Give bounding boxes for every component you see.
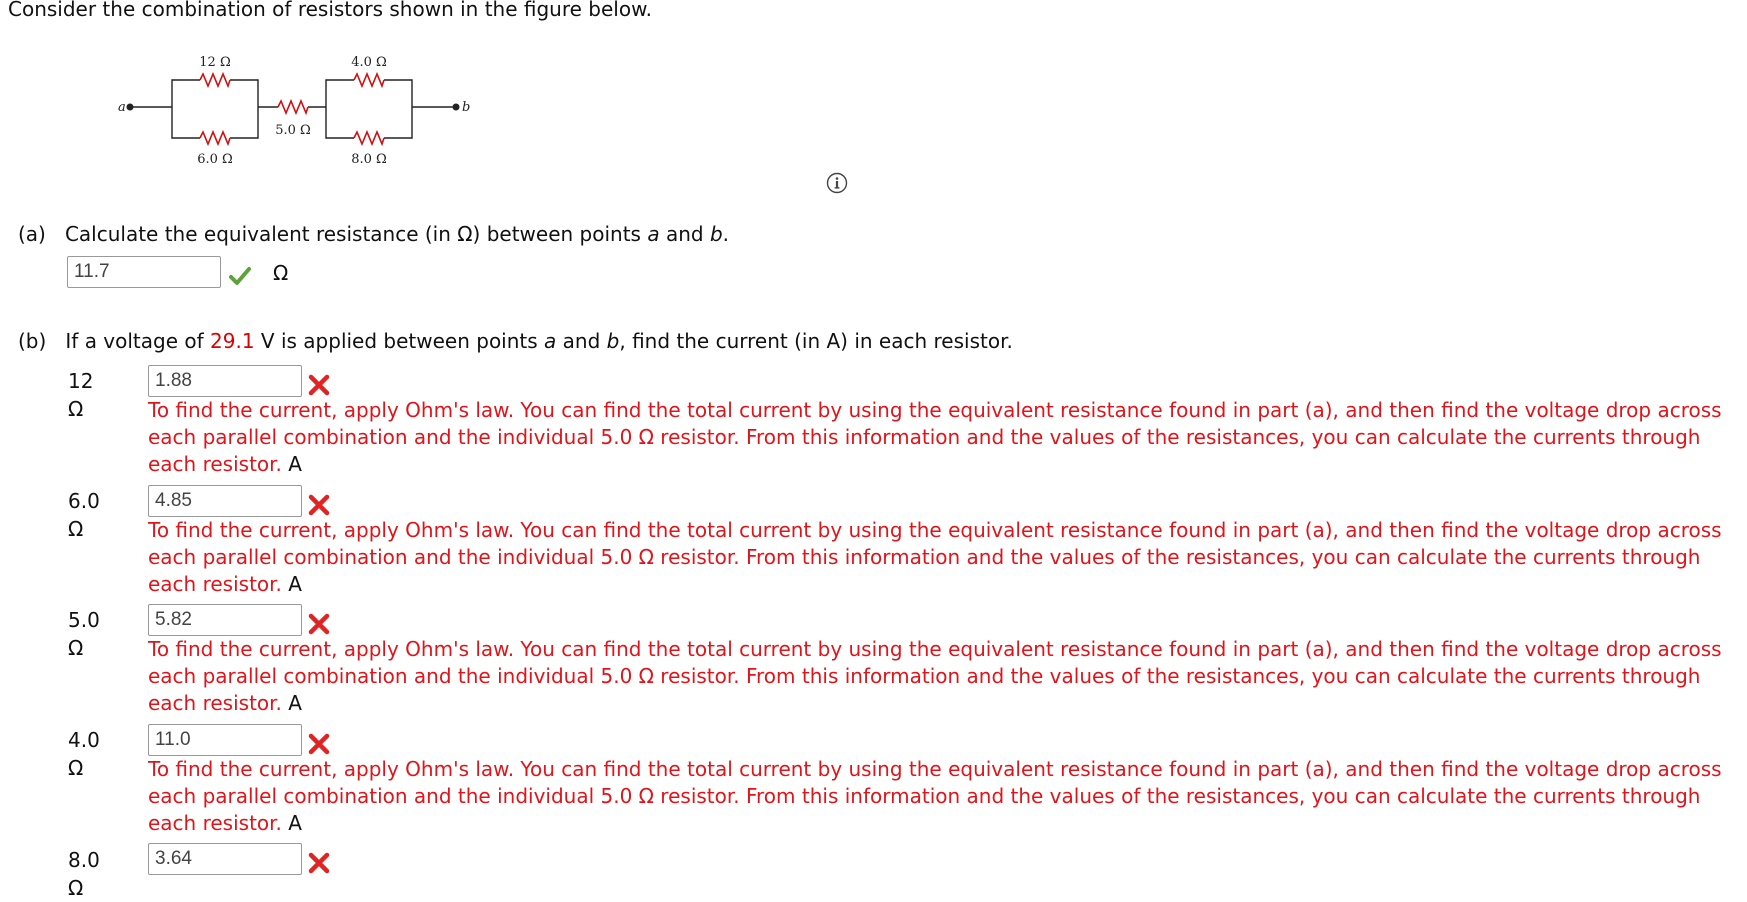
part-b-prompt-post: , find the current (in A) in each resistor. (619, 329, 1013, 353)
row-label-6-ohm (68, 487, 113, 543)
feedback-unit: A (281, 452, 302, 476)
part-a-letter: (a) (18, 222, 46, 246)
row-resistor-unit: Ω (68, 397, 84, 421)
row-resistor-value: 12 (68, 369, 94, 393)
feedback-unit: A (281, 811, 302, 835)
question-intro: Consider the combination of resistors shown in the figure below. (8, 0, 652, 21)
part-b-voltage: 29.1 (210, 329, 255, 353)
feedback-unit: A (281, 572, 302, 596)
terminal-b-dot (453, 104, 460, 111)
r1-label: 12 Ω (199, 55, 231, 70)
feedback-5-ohm (148, 636, 1747, 717)
r2-label: 6.0 Ω (197, 152, 233, 167)
feedback-12-ohm (148, 397, 1747, 478)
feedback-6-ohm (148, 517, 1747, 598)
x-icon (307, 732, 331, 756)
wire (384, 107, 412, 138)
part-b-prompt (18, 329, 1013, 353)
resistor-12-ohm (200, 74, 230, 86)
feedback-4-ohm (148, 756, 1747, 837)
row-resistor-value: 4.0 (68, 728, 100, 752)
current-12-ohm-input[interactable] (148, 365, 302, 397)
part-a-unit: Ω (273, 261, 289, 285)
row-resistor-value: 8.0 (68, 848, 100, 872)
part-a-var-a: a (647, 222, 660, 246)
current-5-ohm-input[interactable] (148, 604, 302, 636)
wire (230, 80, 258, 107)
r5-label: 8.0 Ω (351, 152, 387, 167)
row-label-8-ohm (68, 846, 113, 902)
row-resistor-unit: Ω (68, 876, 84, 900)
wire (172, 107, 200, 138)
x-icon (307, 612, 331, 636)
feedback-unit: A (281, 691, 302, 715)
x-icon (307, 493, 331, 517)
feedback-text: To find the current, apply Ohm's law. You can find the total current by using the equivalent resistance found in part (a), and then find the voltage drop across each parallel combination and the individual 5.0 Ω resistor. From this information and the values of the resistances, you can calculate the currents through each resistor. (148, 518, 1722, 596)
info-circle-icon[interactable] (826, 172, 848, 194)
circuit-diagram (110, 50, 490, 180)
part-b-var-a: a (544, 329, 557, 353)
part-a-prompt-text: Calculate the equivalent resistance (in Ω) between points (64, 222, 648, 246)
current-4-ohm-input[interactable] (148, 724, 302, 756)
part-b-prompt-mid: V is applied between points (254, 329, 545, 353)
wire (230, 107, 258, 138)
part-a-period: . (722, 222, 730, 246)
part-a-var-b: b (709, 222, 723, 246)
row-label-12-ohm (68, 367, 113, 423)
part-a-and: and (659, 222, 710, 246)
wire (384, 80, 412, 107)
current-8-ohm-input[interactable] (148, 843, 302, 875)
row-label-4-ohm (68, 726, 113, 782)
row-resistor-unit: Ω (68, 636, 84, 660)
wire (326, 107, 354, 138)
point-b-label: b (462, 100, 471, 115)
row-resistor-unit: Ω (68, 756, 84, 780)
row-resistor-value: 6.0 (68, 489, 100, 513)
point-a-label: a (118, 100, 126, 115)
current-6-ohm-input[interactable] (148, 485, 302, 517)
x-icon (307, 373, 331, 397)
part-b-and: and (556, 329, 607, 353)
row-label-5-ohm (68, 606, 113, 662)
resistor-8-ohm (354, 132, 384, 144)
part-a-answer-input[interactable] (67, 256, 221, 288)
feedback-text: To find the current, apply Ohm's law. You can find the total current by using the equivalent resistance found in part (a), and then find the voltage drop across each parallel combination and the individual 5.0 Ω resistor. From this information and the values of the resistances, you can calculate the currents through each resistor. (148, 757, 1722, 835)
feedback-text: To find the current, apply Ohm's law. You can find the total current by using the equivalent resistance found in part (a), and then find the voltage drop across each parallel combination and the individual 5.0 Ω resistor. From this information and the values of the resistances, you can calculate the currents through each resistor. (148, 637, 1722, 715)
resistor-4-ohm (354, 74, 384, 86)
part-a-prompt (18, 222, 729, 246)
r3-label: 5.0 Ω (275, 123, 311, 138)
feedback-text: To find the current, apply Ohm's law. You can find the total current by using the equivalent resistance found in part (a), and then find the voltage drop across each parallel combination and the individual 5.0 Ω resistor. From this information and the values of the resistances, you can calculate the currents through each resistor. (148, 398, 1722, 476)
part-b-letter: (b) (18, 329, 47, 353)
wire (326, 80, 354, 107)
resistor-5-ohm (278, 101, 308, 113)
part-b-var-b: b (606, 329, 620, 353)
resistor-6-ohm (200, 132, 230, 144)
part-b-prompt-pre: If a voltage of (65, 329, 211, 353)
wire (172, 80, 200, 107)
terminal-a-dot (127, 104, 134, 111)
row-resistor-value: 5.0 (68, 608, 100, 632)
r4-label: 4.0 Ω (351, 55, 387, 70)
row-resistor-unit: Ω (68, 517, 84, 541)
check-icon (228, 264, 252, 288)
x-icon (307, 851, 331, 875)
